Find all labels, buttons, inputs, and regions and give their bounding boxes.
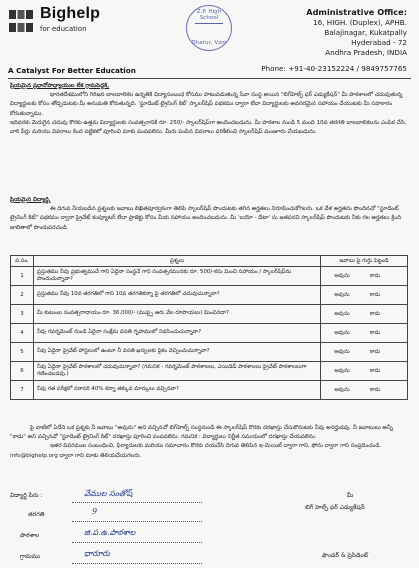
row-number: 5	[11, 343, 34, 362]
table-row	[11, 267, 408, 286]
stamp-bottom-text: Dharur, Vzm	[191, 40, 227, 46]
closing-section	[10, 424, 409, 461]
row-number: 1	[11, 267, 34, 286]
answer-cell[interactable]	[321, 324, 408, 343]
student-name-value[interactable]: వేముల సంతోష్	[84, 489, 133, 498]
office-line: Andhra Pradesh, INDIA	[325, 48, 407, 57]
row-question: నీవు గవర్నమెంట్ నుండి ఏదైనా సంక్షేమ వసతి గృహములో నివసించుచున్నావా?	[34, 324, 321, 343]
brand-subtitle: for education	[40, 25, 87, 33]
closing-paragraph-2: ఇతర వివరముల సంబంధించి, ఫిర్యాదులకు మరియు సమాచారం కొరకు దయచేసి దిగువ తెలిపిన ఇ-మెయిల్ ద్వారా గాని, ఫోను ద్వారా గాని సంప్రదించండి.	[50, 443, 382, 450]
closing-paragraph-1: పై వాటిలో ఏదేని ఒక ప్రశ్నకు నీ జవాబు "అవును" అని వచ్చినచో బిగ్‌హెల్ప్ సంస్థనుండి ఈ స్కాలర్‌షిప్ కొరకు దరఖాస్తు చేసుకొనుటకు నీవు అనర్హుడవు. నీ జవాబులు అన్నీ "కాదు" అని వచ్చినచో "స్టూడెంట్ ట్రైనింగ్ కిట్" దరఖాస్తు పూరించి పంపవలెను. గమనిక : విద్యార్థులు నిర్ణీత సమయంలో దరఖాస్తు చేయవలెను.	[10, 425, 393, 441]
student-section	[10, 196, 409, 233]
table-row	[11, 343, 408, 362]
answer-cell[interactable]	[321, 343, 408, 362]
school-value[interactable]: జి.ప.ఉ.పాఠశాల	[84, 528, 136, 537]
table-row	[11, 286, 408, 305]
row-question: ప్రస్తుతము నీవు 10వ తరగతిలో గాని 10వ తరగతికన్నా పై తరగతిలో చదువుచున్నావా?	[34, 286, 321, 305]
class-value[interactable]: 9	[92, 507, 98, 516]
no-option[interactable]: కాదు	[369, 292, 381, 298]
office-line: 16, HIGH. (Duplex), APHB.	[313, 18, 407, 27]
row-number: 7	[11, 381, 34, 400]
row-number: 2	[11, 286, 34, 305]
class-line	[72, 521, 202, 522]
row-number: 4	[11, 324, 34, 343]
row-number: 3	[11, 305, 34, 324]
answer-cell[interactable]	[321, 267, 408, 286]
office-phone: Phone: +91-40-23152224 / 9849757765	[261, 64, 407, 73]
paragraph-1: భారతదేశములోని గిరిజన బాలబాలికల ఉన్నతికి విద్యాసంబంధ కోసము పాటుపడుతున్న సేవా సంస్థ అయిన "బిగ్‌హెల్ప్ ఫర్ ఎడ్యుకేషన్" మీ పాఠశాలలో చదువుతున్న విద్యార్థులకు కోసం తోడ్పడుటకు మీ అనుమతి కోరుతున్నది. 'స్టూడెంట్ ట్రైనింగ్ కిట్' స్కాలర్‌షిప్ పథకము ద్వారా లేదా విద్యార్థులకు అవసరమైన సహాయం చేయుటకు మీ సహకారం కోరుతున్నాము.	[10, 92, 403, 117]
office-title: Administrative Office:	[306, 7, 407, 17]
row-question: ప్రస్తుతము నీవు ప్రభుత్వముచే గాని ఏదైనా సంస్థచే గాని సంవత్సరమునకు రూ. 500/-కను మించి సహాయం / స్కాలర్‌షిప్‌ను పొందుచున్నావా?	[34, 267, 321, 286]
yes-option[interactable]: అవును	[334, 292, 350, 298]
label-class: తరగతి	[28, 511, 45, 518]
school-stamp	[186, 5, 232, 51]
answer-cell[interactable]	[321, 305, 408, 324]
org-salutation: మీ	[346, 492, 354, 499]
answer-cell[interactable]	[321, 362, 408, 381]
table-row	[11, 381, 408, 400]
col-header-questions: ప్రశ్నలు	[34, 256, 321, 267]
row-question: నీవు ఏదైనా ప్రైవేట్ పాఠశాలలో చదువుచున్నావా? (గమనిక - గవర్నమెంట్ పాఠశాలలు, ఎయిడెడ్ పాఠశాలలు ప్రైవేట్ పాఠశాలలుగా గణించబడవు.)	[34, 362, 321, 381]
paragraph-3: ఈ దిగువ నీయబడిన ప్రశ్నలకు జవాబు లిఖితపూర్వకంగా తెలిపి స్కాలర్‌షిప్ పొందుటకు తగిన అర్హతలు నిరూపించుకోగలరు. ఒక వేళ అర్హతను పొందినచో "స్టూడెంట్ ట్రైనింగ్ కిట్" పథకము ద్వారా ప్రైవేట్ కంప్యూటర్ లేదా ప్రాజెక్టు కోసం మీకు సహాయం అందించబడును. మీ 'బయో - డేటా' ను జతపరచి స్కాలర్‌షిప్ పొందుటకు నీకు గల అర్హతలు క్రింది జాబితాలో పొందుపరచండి.	[10, 206, 402, 231]
col-header-answer: జవాబు పై గుర్తు పెట్టండి	[321, 256, 408, 267]
no-option[interactable]: కాదు	[369, 368, 381, 374]
no-option[interactable]: కాదు	[369, 273, 381, 279]
no-option[interactable]: కాదు	[369, 330, 381, 336]
contact-email: info@bighelp.org ద్వారా గాని మాకు తెలియచేయగలరు.	[10, 452, 142, 459]
bighelp-logo-icon	[8, 8, 34, 34]
no-option[interactable]: కాదు	[369, 349, 381, 355]
org-role: ఫౌండర్ & ప్రెసిడెంట్	[321, 552, 369, 559]
table-header-row	[11, 256, 408, 267]
office-address	[261, 6, 407, 74]
answer-cell[interactable]	[321, 286, 408, 305]
org-name: బిగ్ హెల్ప్ ఫర్ ఎడ్యుకేషన్	[305, 504, 365, 511]
office-line: Hyderabad - 72	[351, 38, 407, 47]
row-question: నీవు గత పరీక్షలో సరాసరి 40% కన్నా తక్కువ మార్కులు వచ్చినవా?	[34, 381, 321, 400]
stamp-top-text: Z.P. High School	[196, 9, 222, 21]
yes-option[interactable]: అవును	[334, 311, 350, 317]
office-line: Balajinagar, Kukatpally	[324, 28, 407, 37]
yes-option[interactable]: అవును	[334, 349, 350, 355]
student-salutation: ప్రియమైన విద్యార్థి,	[10, 197, 51, 203]
paragraph-2: ఇదివరకు మెరుగైన చదువు కొరకు ఉత్తమ విద్యార్థులకు సంవత్సరానికి రూ. 250/- స్కాలర్‌షిప్‌గా అందించబడును. మీ పాఠశాల నుండి 5 మంది 10వ తరగతి బాలబాలికలను ఎంపిక చేసి, వారి పేర్లు మరియు వివరాలు కింద పట్టికలో పూరించి మాకు పంపవలెను. మీరు పంపిన వివరాలు పరిశీలించి స్కాలర్‌షిప్ మంజూరు చేయబడును.	[10, 119, 407, 136]
yes-option[interactable]: అవును	[334, 273, 350, 279]
letter-intro	[10, 82, 409, 137]
eligibility-table	[10, 255, 408, 400]
row-number: 6	[11, 362, 34, 381]
no-option[interactable]: కాదు	[369, 311, 381, 317]
row-question: మీ కుటుంబ సంవత్సరాదాయం రూ. 36,000/- (ముప్పై ఆరు వేల రూపాయలు) మించినదా?	[34, 305, 321, 324]
no-option[interactable]: కాదు	[369, 387, 381, 393]
student-name-line	[72, 502, 202, 503]
label-village: గ్రామము	[20, 553, 41, 560]
table-row	[11, 305, 408, 324]
yes-option[interactable]: అవును	[334, 387, 350, 393]
village-value[interactable]: ధారూరు	[84, 549, 110, 558]
row-question: నీవు ఏదైనా ప్రైవేట్ హాస్టలులో ఉంటూ నీ వసతి ఖర్చులకు పైకం వెచ్చించుచున్నావా?	[34, 343, 321, 362]
village-line	[72, 563, 202, 564]
table-row	[11, 324, 408, 343]
col-header-serial: వ.సం.	[11, 256, 34, 267]
yes-option[interactable]: అవును	[334, 368, 350, 374]
yes-option[interactable]: అవును	[334, 330, 350, 336]
table-row	[11, 362, 408, 381]
label-student-name: విద్యార్థి పేరు :	[10, 492, 43, 499]
salutation: ప్రియమైన ప్రధానోపాధ్యాయుల లేక గ్రామపెద్దకి,	[10, 83, 110, 89]
brand-name: Bighelp	[40, 5, 101, 22]
answer-cell[interactable]	[321, 381, 408, 400]
tagline: A Catalyst For Better Education	[8, 66, 136, 75]
school-line	[72, 542, 202, 543]
label-school: పాఠశాల	[20, 532, 40, 539]
header-divider	[8, 78, 411, 79]
